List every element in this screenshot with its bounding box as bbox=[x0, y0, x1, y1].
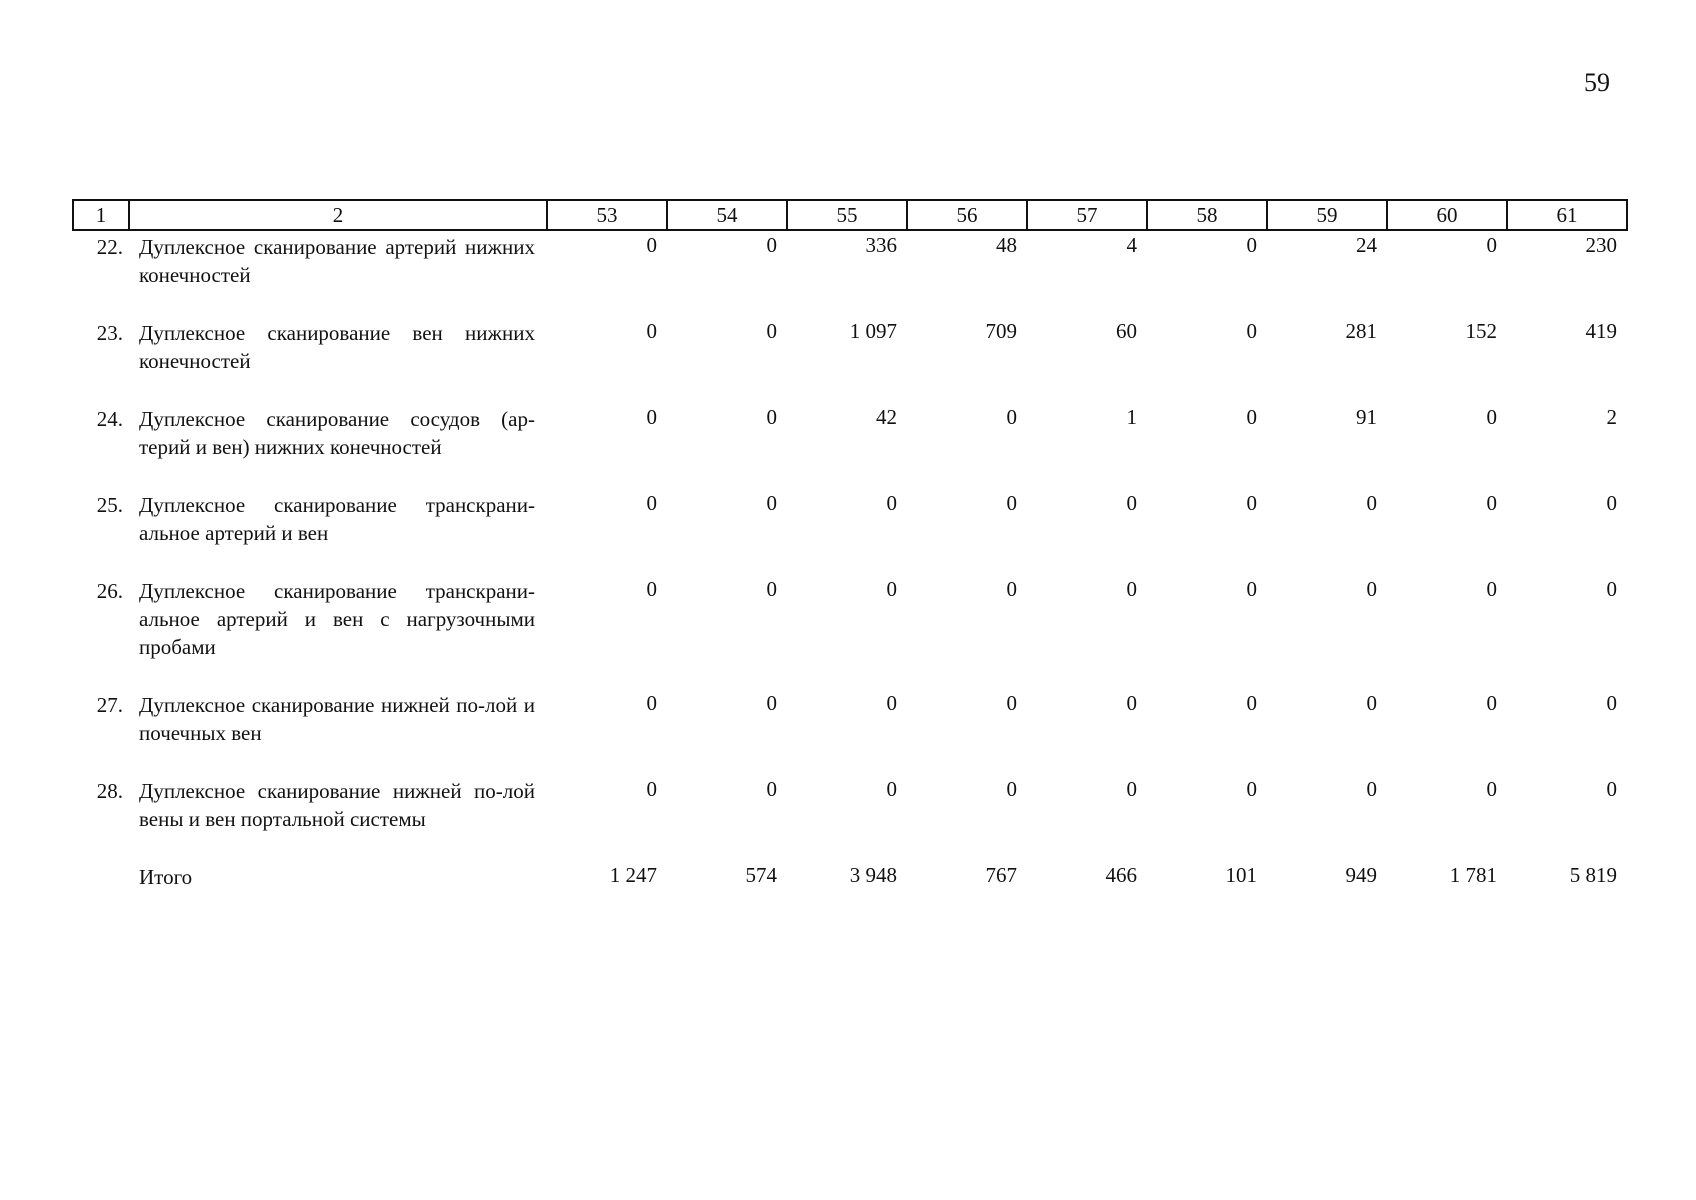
row-value: 0 bbox=[1606, 777, 1617, 801]
row-value: 0 bbox=[646, 319, 657, 343]
total-value: 574 bbox=[745, 863, 777, 887]
header-cell: 57 bbox=[1027, 200, 1147, 230]
row-value: 281 bbox=[1345, 319, 1377, 343]
row-value: 709 bbox=[985, 319, 1017, 343]
row-value: 0 bbox=[1126, 691, 1137, 715]
row-value: 0 bbox=[1486, 777, 1497, 801]
row-value: 4 bbox=[1126, 233, 1137, 257]
table-row bbox=[73, 575, 1627, 689]
header-cell: 61 bbox=[1507, 200, 1627, 230]
row-value: 0 bbox=[766, 777, 777, 801]
row-value: 419 bbox=[1585, 319, 1617, 343]
row-value: 0 bbox=[1006, 777, 1017, 801]
row-value: 0 bbox=[646, 691, 657, 715]
row-value: 0 bbox=[766, 691, 777, 715]
row-number: 26. bbox=[96, 579, 123, 603]
row-number: 22. bbox=[96, 235, 123, 259]
table-row bbox=[73, 230, 1627, 317]
row-value: 0 bbox=[1366, 777, 1377, 801]
row-value: 0 bbox=[1246, 691, 1257, 715]
row-value: 152 bbox=[1465, 319, 1497, 343]
total-value: 466 bbox=[1105, 863, 1137, 887]
row-value: 0 bbox=[1606, 491, 1617, 515]
row-name: Дуплексное сканирование артерий нижних конечностей bbox=[139, 235, 535, 287]
row-value: 0 bbox=[766, 491, 777, 515]
row-value: 0 bbox=[1006, 691, 1017, 715]
row-number: 27. bbox=[96, 693, 123, 717]
row-value: 0 bbox=[886, 577, 897, 601]
row-value: 230 bbox=[1585, 233, 1617, 257]
row-number: 24. bbox=[96, 407, 123, 431]
row-value: 0 bbox=[646, 233, 657, 257]
row-value: 0 bbox=[646, 777, 657, 801]
header-cell: 56 bbox=[907, 200, 1027, 230]
total-label: Итого bbox=[139, 865, 193, 889]
row-value: 42 bbox=[876, 405, 897, 429]
table-header-row bbox=[73, 200, 1627, 230]
row-value: 1 097 bbox=[849, 319, 897, 343]
row-value: 0 bbox=[766, 577, 777, 601]
header-cell: 60 bbox=[1387, 200, 1507, 230]
row-name: Дуплексное сканирование нижней по-лой и почечных вен bbox=[139, 693, 535, 745]
header-cell: 54 bbox=[667, 200, 787, 230]
row-value: 0 bbox=[886, 777, 897, 801]
row-value: 48 bbox=[996, 233, 1017, 257]
row-value: 0 bbox=[1366, 577, 1377, 601]
row-name: Дуплексное сканирование транскрани-альное артерий и вен с нагрузочными пробами bbox=[139, 579, 535, 659]
row-value: 60 bbox=[1116, 319, 1137, 343]
header-cell: 2 bbox=[129, 200, 547, 230]
row-name: Дуплексное сканирование вен нижних конечностей bbox=[139, 321, 535, 373]
row-value: 0 bbox=[1126, 577, 1137, 601]
total-value: 3 948 bbox=[849, 863, 897, 887]
row-value: 0 bbox=[1246, 319, 1257, 343]
row-value: 1 bbox=[1126, 405, 1137, 429]
row-number: 28. bbox=[96, 779, 123, 803]
row-value: 0 bbox=[1246, 577, 1257, 601]
header-cell: 53 bbox=[547, 200, 667, 230]
row-value: 0 bbox=[1126, 491, 1137, 515]
row-value: 336 bbox=[865, 233, 897, 257]
total-empty-cell bbox=[73, 861, 129, 891]
row-value: 0 bbox=[1006, 405, 1017, 429]
row-value: 0 bbox=[1366, 691, 1377, 715]
total-value: 1 247 bbox=[609, 863, 657, 887]
row-value: 0 bbox=[1486, 233, 1497, 257]
table-row bbox=[73, 489, 1627, 575]
header-cell: 1 bbox=[73, 200, 129, 230]
table-row bbox=[73, 403, 1627, 489]
row-value: 0 bbox=[1246, 233, 1257, 257]
header-cell: 58 bbox=[1147, 200, 1267, 230]
row-value: 91 bbox=[1356, 405, 1377, 429]
row-name: Дуплексное сканирование транскрани-альное артерий и вен bbox=[139, 493, 535, 545]
row-value: 0 bbox=[886, 691, 897, 715]
services-table bbox=[72, 199, 1628, 891]
row-name: Дуплексное сканирование сосудов (ар-терий и вен) нижних конечностей bbox=[139, 407, 535, 459]
row-value: 0 bbox=[766, 233, 777, 257]
row-value: 0 bbox=[1486, 577, 1497, 601]
table-row bbox=[73, 317, 1627, 403]
table-row bbox=[73, 689, 1627, 775]
row-value: 0 bbox=[1366, 491, 1377, 515]
page-number: 59 bbox=[1584, 68, 1610, 97]
row-value: 0 bbox=[646, 405, 657, 429]
total-value: 101 bbox=[1225, 863, 1257, 887]
row-value: 0 bbox=[646, 577, 657, 601]
row-value: 0 bbox=[1006, 491, 1017, 515]
row-value: 0 bbox=[1246, 405, 1257, 429]
row-value: 0 bbox=[1246, 491, 1257, 515]
row-value: 0 bbox=[1606, 577, 1617, 601]
row-value: 0 bbox=[766, 319, 777, 343]
row-number: 23. bbox=[96, 321, 123, 345]
row-value: 0 bbox=[1486, 491, 1497, 515]
row-name: Дуплексное сканирование нижней по-лой вены и вен портальной системы bbox=[139, 779, 535, 831]
row-value: 0 bbox=[1486, 691, 1497, 715]
total-row bbox=[73, 861, 1627, 891]
row-number: 25. bbox=[96, 493, 123, 517]
row-value: 0 bbox=[1126, 777, 1137, 801]
row-value: 2 bbox=[1606, 405, 1617, 429]
row-value: 0 bbox=[766, 405, 777, 429]
header-cell: 59 bbox=[1267, 200, 1387, 230]
header-cell: 55 bbox=[787, 200, 907, 230]
total-value: 949 bbox=[1345, 863, 1377, 887]
table-row bbox=[73, 775, 1627, 861]
row-value: 0 bbox=[1006, 577, 1017, 601]
row-value: 0 bbox=[1246, 777, 1257, 801]
row-value: 0 bbox=[646, 491, 657, 515]
row-value: 0 bbox=[1606, 691, 1617, 715]
row-value: 24 bbox=[1356, 233, 1377, 257]
total-value: 1 781 bbox=[1449, 863, 1497, 887]
row-value: 0 bbox=[1486, 405, 1497, 429]
total-value: 5 819 bbox=[1569, 863, 1617, 887]
row-value: 0 bbox=[886, 491, 897, 515]
total-value: 767 bbox=[985, 863, 1017, 887]
